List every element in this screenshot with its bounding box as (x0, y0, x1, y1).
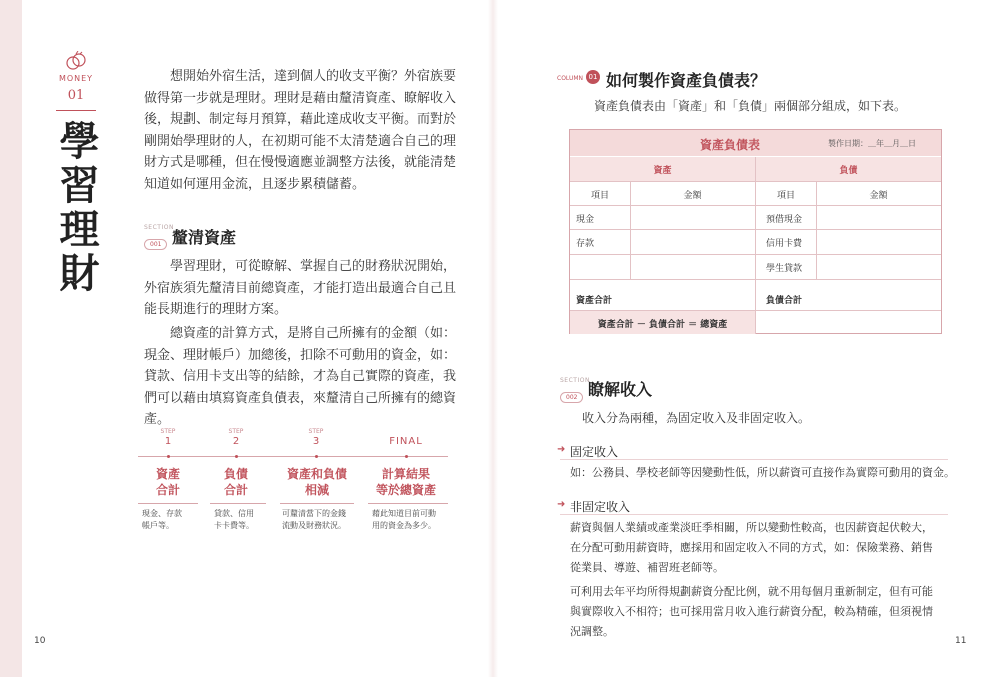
balance-sheet-table (569, 129, 942, 334)
asset-total-label: 資產合計 (576, 296, 613, 306)
section-tag-002: SECTION 002 (560, 377, 590, 401)
asset-col-item: 項目 (590, 191, 609, 201)
chapter-number: 01 (67, 88, 85, 103)
asset-item-cash: 現金 (576, 215, 595, 225)
intro-paragraph: 想開始外宿生活，達到個人的收支平衡？外宿族要做得第一步就是理財。理財是藉由釐清資產、瞭解收入後，規劃、制定每月預算，藉此達成收支平衡。而對於剛開始學理財的人，在初期可能不太清楚適合自己的理財方式是哪種，但在慢慢適應並調整方法後，就能清楚知道如何運用金流，且逐步累積儲蓄。 (144, 69, 457, 192)
money-icon (65, 51, 87, 73)
variable-income-note: 可利用去年平均所得規劃薪資分配比例，就不用每個月重新制定，但有可能 與實際收入不相符；也可採用當月收入進行薪資分配，較為精確，但須視情 況調整。 (570, 585, 933, 638)
step-3-number: 3 (312, 436, 320, 447)
step-2-label: STEP (228, 428, 244, 435)
liabilities-header: 負債 (839, 166, 858, 176)
income-intro: 收入分為兩種，為固定收入及非固定收入。 (582, 411, 811, 425)
section-title-clarify-assets: 釐清資產 (172, 228, 237, 247)
step-3-label: STEP (308, 428, 324, 435)
sheet-title: 資產負債表 (699, 138, 760, 152)
step-1-number: 1 (164, 436, 172, 447)
step-2-underline (210, 503, 266, 504)
column-label: COLUMN (557, 75, 584, 82)
column-intro: 資產負債表由「資產」和「負債」兩個部分組成，如下表。 (594, 99, 907, 113)
asset-item-deposit: 存款 (576, 239, 595, 249)
step-2-desc: 貸款、信用 卡卡費等。 (214, 509, 254, 530)
step-3-underline (280, 503, 354, 504)
variable-income-desc: 薪資與個人業績或產業淡旺季相關，所以變動性較高，也因薪資起伏較大， 在分配可動用薪資時，應採用和固定收入不同的方式，如：保險業務、銷售 從業員、導遊、補習班老師等。 (570, 521, 933, 574)
step-3-dot (315, 455, 318, 458)
step-1-dot (167, 455, 170, 458)
step-1-underline (138, 503, 198, 504)
page-number-right: 11 (955, 636, 967, 646)
chapter-label: MONEY (58, 74, 94, 83)
liability-item-student-loan: 學生貸款 (766, 264, 803, 274)
book-spine (488, 0, 498, 677)
step-final-dot (405, 455, 408, 458)
section-paragraph-1: 學習理財，可從瞭解、掌握自己的財務狀況開始，外宿族須先釐清目前總資產，才能打造出最適合自己且能長期進行的理財方案。 (144, 259, 457, 317)
liability-total-label: 負債合計 (766, 296, 803, 306)
column-number-badge: 01 (586, 70, 600, 84)
liability-col-item: 項目 (776, 191, 795, 201)
asset-col-amount: 金額 (683, 191, 702, 201)
chapter-divider (56, 110, 96, 111)
fixed-income-title: 固定收入 (570, 445, 619, 459)
column-title: 如何製作資產負債表？ (606, 71, 767, 90)
step-final-title: 計算結果 等於總資產 (375, 467, 436, 497)
step-1-desc: 現金、存款 帳戶等。 (142, 509, 182, 530)
step-1-title: 資產 合計 (155, 467, 180, 497)
step-2-dot (235, 455, 238, 458)
liability-item-credit-card: 信用卡費 (766, 239, 803, 249)
page-edge-left (0, 0, 22, 677)
sheet-date-label: 製作日期：＿年＿月＿日 (828, 139, 916, 148)
fixed-income-desc: 如：公務員、學校老師等因變動性低，所以薪資可直接作為實際可動用的資金。 (570, 466, 955, 479)
step-3-desc: 可釐清當下的金錢 流動及財務狀況。 (282, 509, 346, 530)
variable-income-rule (560, 514, 948, 515)
arrow-right-icon: ➜ (557, 499, 566, 510)
step-2-number: 2 (232, 436, 240, 447)
step-timeline (138, 456, 448, 457)
arrow-right-icon: ➜ (557, 444, 566, 455)
step-final-desc: 藉此知道目前可動 用的資金為多少。 (372, 509, 436, 530)
liability-item-cash-advance: 預借現金 (766, 215, 803, 225)
formula-text: 資產合計 － 負債合計 ＝ 總資產 (597, 320, 728, 330)
step-1-label: STEP (160, 428, 176, 435)
step-3-title: 資產和負債 相減 (286, 467, 347, 497)
liability-col-amount: 金額 (869, 191, 888, 201)
step-final-underline (368, 503, 448, 504)
variable-income-title: 非固定收入 (570, 500, 631, 514)
section-tag-001: SECTION 001 (144, 224, 174, 248)
assets-header: 資產 (653, 166, 672, 176)
section-title-understand-income: 瞭解收入 (588, 380, 653, 399)
page-number-left: 10 (34, 636, 46, 646)
fixed-income-rule (560, 459, 948, 460)
section-paragraph-2: 總資產的計算方式，是將自己所擁有的金額（如：現金、理財帳戶）加總後，扣除不可動用的資金，如：貸款、信用卡支出等的結餘，才為自己實際的資產，我們可以藉由填寫資產負債表，來釐清自己所擁有的總資產。 (144, 326, 457, 427)
step-final-number: FINAL (389, 436, 423, 447)
chapter-title: 學習理財 (53, 120, 100, 296)
step-2-title: 負債 合計 (223, 467, 248, 497)
